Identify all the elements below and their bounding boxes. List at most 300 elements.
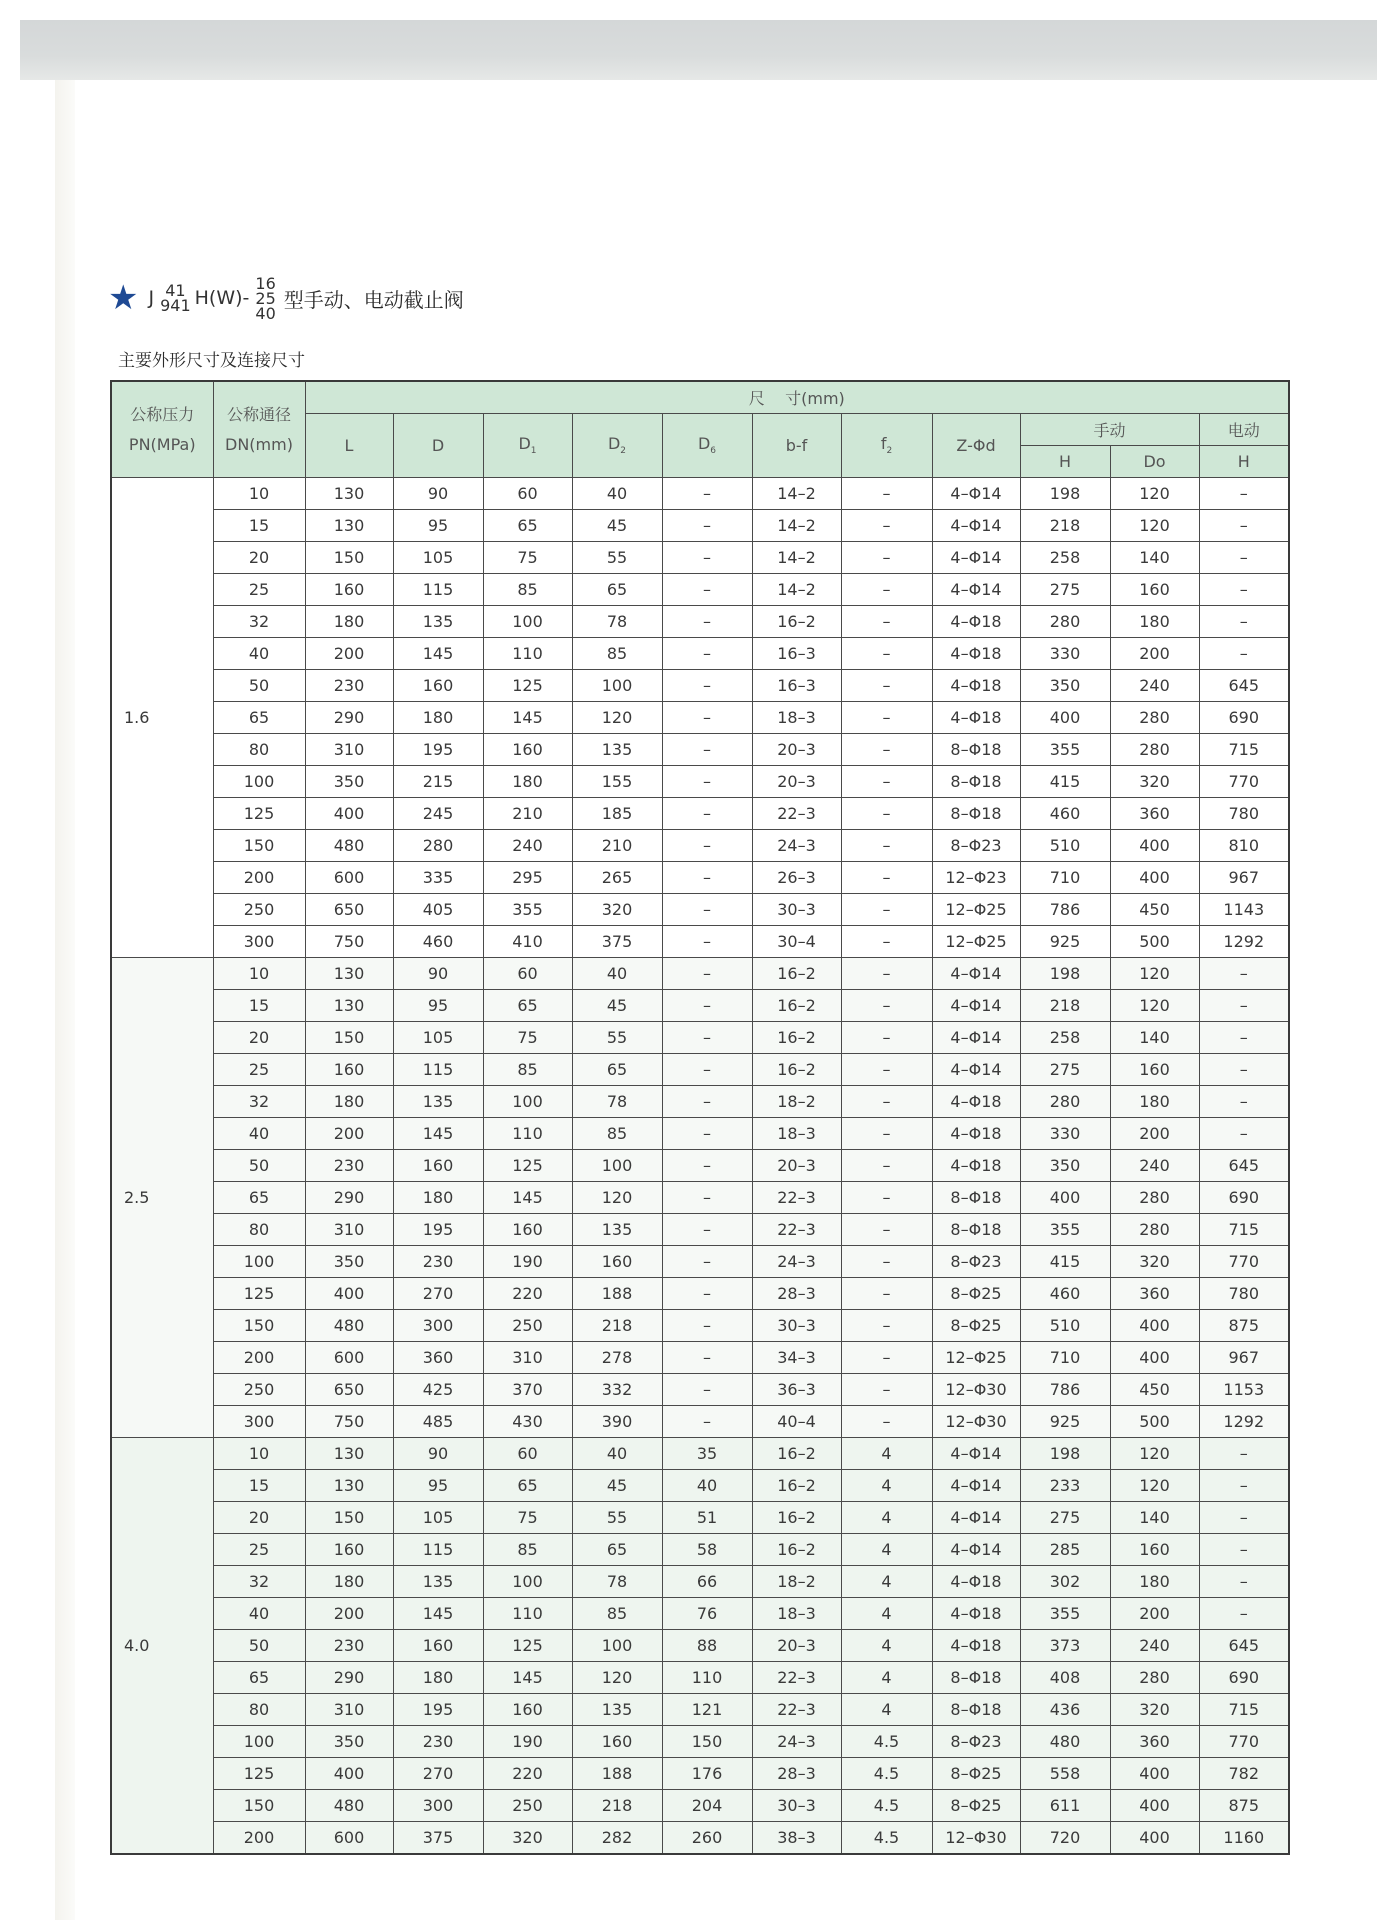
table-cell: 115 — [393, 574, 483, 606]
table-row — [111, 830, 1289, 862]
header-bf: b-f — [752, 414, 841, 478]
table-cell: 810 — [1199, 830, 1289, 862]
table-cell: 230 — [393, 1726, 483, 1758]
table-cell: 300 — [213, 1406, 305, 1438]
table-cell: 300 — [213, 926, 305, 958]
table-cell: 135 — [572, 1694, 662, 1726]
table-cell: 320 — [1110, 766, 1199, 798]
table-cell: 24–3 — [752, 830, 841, 862]
header-D2 — [572, 414, 662, 478]
table-cell: 218 — [1020, 990, 1110, 1022]
header-z-phid: Z-Φd — [932, 414, 1020, 478]
table-cell: – — [662, 1246, 752, 1278]
table-cell: 4–Φ14 — [932, 542, 1020, 574]
table-row — [111, 1118, 1289, 1150]
table-cell: – — [662, 734, 752, 766]
table-cell: – — [1199, 574, 1289, 606]
table-cell: 30–3 — [752, 894, 841, 926]
table-cell: 780 — [1199, 798, 1289, 830]
table-cell: 4–Φ14 — [932, 1534, 1020, 1566]
table-cell: 967 — [1199, 1342, 1289, 1374]
table-cell: – — [1199, 478, 1289, 510]
table-cell: 180 — [1110, 1566, 1199, 1598]
table-row — [111, 1662, 1289, 1694]
table-row — [111, 990, 1289, 1022]
table-cell: 150 — [213, 1790, 305, 1822]
table-cell: 4 — [841, 1598, 932, 1630]
table-cell: 300 — [393, 1790, 483, 1822]
table-cell: 250 — [483, 1790, 572, 1822]
table-cell: 200 — [305, 1598, 393, 1630]
table-cell: 330 — [1020, 1118, 1110, 1150]
table-cell: 100 — [213, 1246, 305, 1278]
table-cell: 40 — [213, 1118, 305, 1150]
table-cell: 160 — [1110, 1054, 1199, 1086]
table-cell: 400 — [1110, 1758, 1199, 1790]
table-cell: 645 — [1199, 670, 1289, 702]
table-cell: 270 — [393, 1758, 483, 1790]
table-cell: 710 — [1020, 862, 1110, 894]
table-cell: 295 — [483, 862, 572, 894]
table-cell: – — [841, 542, 932, 574]
table-cell: – — [662, 510, 752, 542]
pressure-top: 16 — [255, 273, 276, 293]
table-cell: 240 — [483, 830, 572, 862]
table-cell: 22–3 — [752, 1662, 841, 1694]
table-cell: 24–3 — [752, 1246, 841, 1278]
table-cell: – — [841, 1342, 932, 1374]
table-cell: 115 — [393, 1534, 483, 1566]
table-cell: 135 — [572, 734, 662, 766]
table-cell: 875 — [1199, 1310, 1289, 1342]
table-cell: 95 — [393, 1470, 483, 1502]
table-cell: – — [662, 1118, 752, 1150]
table-cell: 50 — [213, 1150, 305, 1182]
table-cell: 782 — [1199, 1758, 1289, 1790]
table-cell: – — [662, 798, 752, 830]
table-cell: 8–Φ18 — [932, 798, 1020, 830]
table-cell: 180 — [305, 1566, 393, 1598]
table-cell: 110 — [662, 1662, 752, 1694]
table-cell: 22–3 — [752, 1694, 841, 1726]
table-cell: 190 — [483, 1726, 572, 1758]
table-row — [111, 1214, 1289, 1246]
header-D1-sub: 1 — [530, 446, 537, 457]
table-cell: 34–3 — [752, 1342, 841, 1374]
header-manual-H: H — [1020, 446, 1110, 478]
table-row — [111, 766, 1289, 798]
table-row — [111, 670, 1289, 702]
table-cell: 14–2 — [752, 478, 841, 510]
table-cell: 110 — [483, 638, 572, 670]
table-cell: 310 — [305, 1694, 393, 1726]
table-cell: 350 — [305, 766, 393, 798]
table-cell: – — [1199, 1022, 1289, 1054]
table-cell: 355 — [483, 894, 572, 926]
table-cell: 145 — [393, 1118, 483, 1150]
table-cell: – — [662, 830, 752, 862]
table-cell: 85 — [483, 1534, 572, 1566]
table-cell: 100 — [572, 670, 662, 702]
table-cell: 611 — [1020, 1790, 1110, 1822]
table-cell: – — [841, 894, 932, 926]
table-cell: 55 — [572, 1502, 662, 1534]
table-cell: – — [662, 1278, 752, 1310]
table-cell: – — [1199, 606, 1289, 638]
table-cell: – — [662, 638, 752, 670]
table-cell: 233 — [1020, 1470, 1110, 1502]
header-pn-line1: 公称压力 — [130, 404, 195, 424]
table-cell: 4 — [841, 1502, 932, 1534]
table-cell: – — [662, 670, 752, 702]
table-cell: 280 — [1110, 1182, 1199, 1214]
table-cell: 18–3 — [752, 1598, 841, 1630]
table-cell: 45 — [572, 1470, 662, 1502]
table-cell: 145 — [483, 1662, 572, 1694]
table-cell: 12–Φ25 — [932, 1342, 1020, 1374]
header-pn — [111, 381, 213, 478]
table-cell: 155 — [572, 766, 662, 798]
table-cell: 65 — [213, 702, 305, 734]
table-cell: 20–3 — [752, 1150, 841, 1182]
table-cell: 120 — [572, 1182, 662, 1214]
table-cell: 176 — [662, 1758, 752, 1790]
table-cell: 120 — [1110, 1470, 1199, 1502]
table-row — [111, 702, 1289, 734]
header-dn-line2: DN(mm) — [225, 434, 293, 454]
table-cell: 65 — [483, 510, 572, 542]
table-cell: – — [841, 478, 932, 510]
table-cell: 15 — [213, 990, 305, 1022]
table-cell: 4–Φ14 — [932, 958, 1020, 990]
table-cell: – — [1199, 638, 1289, 670]
table-cell: 300 — [393, 1310, 483, 1342]
table-cell: 310 — [305, 1214, 393, 1246]
header-electric-H: H — [1199, 446, 1289, 478]
table-row — [111, 510, 1289, 542]
table-cell: 360 — [1110, 1278, 1199, 1310]
table-cell: 4.5 — [841, 1790, 932, 1822]
table-row — [111, 862, 1289, 894]
table-cell: 45 — [572, 990, 662, 1022]
table-cell: 100 — [213, 766, 305, 798]
table-cell: 130 — [305, 958, 393, 990]
table-cell: 240 — [1110, 1630, 1199, 1662]
model-number-stack — [160, 283, 191, 313]
table-cell: 8–Φ18 — [932, 1182, 1020, 1214]
table-cell: – — [1199, 510, 1289, 542]
table-cell: 12–Φ25 — [932, 894, 1020, 926]
table-cell: – — [662, 1054, 752, 1086]
table-cell: 16–2 — [752, 958, 841, 990]
table-cell: 20 — [213, 1502, 305, 1534]
table-cell: – — [662, 958, 752, 990]
table-row — [111, 1182, 1289, 1214]
table-cell: 4 — [841, 1566, 932, 1598]
table-cell: 105 — [393, 1502, 483, 1534]
table-cell: 65 — [213, 1662, 305, 1694]
table-cell: – — [841, 766, 932, 798]
header-D2-label: D — [607, 434, 621, 454]
table-cell: 400 — [1020, 1182, 1110, 1214]
table-cell: 645 — [1199, 1630, 1289, 1662]
table-cell: 400 — [1110, 1342, 1199, 1374]
table-cell: 95 — [393, 990, 483, 1022]
table-cell: 60 — [483, 1438, 572, 1470]
table-cell: 4–Φ14 — [932, 478, 1020, 510]
table-cell: 350 — [1020, 670, 1110, 702]
table-cell: 150 — [662, 1726, 752, 1758]
table-cell: 4 — [841, 1438, 932, 1470]
table-cell: 65 — [572, 1534, 662, 1566]
table-cell: 4–Φ18 — [932, 1630, 1020, 1662]
table-row — [111, 1822, 1289, 1855]
title-material: H(W)- — [194, 287, 250, 309]
table-cell: 370 — [483, 1374, 572, 1406]
table-cell: – — [1199, 990, 1289, 1022]
title-prefix: J — [148, 287, 155, 309]
table-row — [111, 638, 1289, 670]
table-cell: – — [1199, 1470, 1289, 1502]
table-cell: 80 — [213, 734, 305, 766]
table-cell: – — [1199, 542, 1289, 574]
table-cell: 88 — [662, 1630, 752, 1662]
table-row — [111, 1470, 1289, 1502]
table-cell: 415 — [1020, 766, 1110, 798]
table-cell: – — [662, 926, 752, 958]
table-cell: – — [662, 1310, 752, 1342]
table-cell: 750 — [305, 1406, 393, 1438]
table-cell: 80 — [213, 1694, 305, 1726]
header-D: D — [393, 414, 483, 478]
table-cell: 400 — [1110, 1822, 1199, 1855]
table-cell: 100 — [483, 1566, 572, 1598]
table-row — [111, 606, 1289, 638]
table-cell: 16–2 — [752, 606, 841, 638]
table-cell: – — [841, 990, 932, 1022]
table-cell: 75 — [483, 1502, 572, 1534]
table-cell: 160 — [483, 734, 572, 766]
table-cell: – — [662, 862, 752, 894]
table-cell: 150 — [305, 542, 393, 574]
table-cell: 390 — [572, 1406, 662, 1438]
table-cell: 78 — [572, 1086, 662, 1118]
header-electric: 电动 — [1199, 414, 1289, 446]
table-cell: 100 — [213, 1726, 305, 1758]
table-cell: 4–Φ14 — [932, 574, 1020, 606]
table-cell: – — [662, 1086, 752, 1118]
table-cell: 480 — [1020, 1726, 1110, 1758]
table-cell: 320 — [1110, 1694, 1199, 1726]
section-subtitle: 主要外形尺寸及连接尺寸 — [118, 351, 305, 371]
table-cell: 400 — [1110, 830, 1199, 862]
table-cell: 16–2 — [752, 990, 841, 1022]
table-cell: 720 — [1020, 1822, 1110, 1855]
table-row — [111, 958, 1289, 990]
dimensions-table — [110, 380, 1290, 1855]
table-cell: – — [662, 1182, 752, 1214]
table-row — [111, 1246, 1289, 1278]
table-cell: 78 — [572, 606, 662, 638]
table-cell: 4–Φ18 — [932, 638, 1020, 670]
table-cell: 4–Φ18 — [932, 1118, 1020, 1150]
table-cell: 85 — [483, 574, 572, 606]
table-cell: 690 — [1199, 1662, 1289, 1694]
table-cell: 25 — [213, 1534, 305, 1566]
table-cell: 210 — [572, 830, 662, 862]
table-body — [111, 478, 1289, 1855]
table-cell: 786 — [1020, 894, 1110, 926]
table-cell: 275 — [1020, 1054, 1110, 1086]
table-cell: 140 — [1110, 1022, 1199, 1054]
table-cell: 150 — [305, 1022, 393, 1054]
table-row — [111, 894, 1289, 926]
table-cell: – — [662, 1342, 752, 1374]
page-left-edge — [55, 80, 75, 1920]
header-f2-sub: 2 — [886, 446, 893, 457]
table-row — [111, 542, 1289, 574]
table-cell: 20–3 — [752, 766, 841, 798]
page-title — [108, 268, 464, 328]
table-cell: 26–3 — [752, 862, 841, 894]
table-cell: 8–Φ25 — [932, 1278, 1020, 1310]
table-row — [111, 1790, 1289, 1822]
table-cell: 480 — [305, 1310, 393, 1342]
table-row — [111, 1278, 1289, 1310]
table-cell: 335 — [393, 862, 483, 894]
table-cell: 310 — [305, 734, 393, 766]
table-cell: – — [1199, 1598, 1289, 1630]
table-cell: 160 — [572, 1246, 662, 1278]
table-cell: 195 — [393, 1214, 483, 1246]
table-cell: 32 — [213, 1566, 305, 1598]
table-cell: 85 — [483, 1054, 572, 1086]
table-cell: 90 — [393, 1438, 483, 1470]
table-row — [111, 1758, 1289, 1790]
table-row — [111, 1022, 1289, 1054]
table-cell: 355 — [1020, 1214, 1110, 1246]
table-cell: 22–3 — [752, 1182, 841, 1214]
table-row — [111, 1566, 1289, 1598]
header-f2 — [841, 414, 932, 478]
table-cell: 375 — [572, 926, 662, 958]
table-cell: 4–Φ18 — [932, 702, 1020, 734]
table-cell: 280 — [1110, 702, 1199, 734]
table-row — [111, 1310, 1289, 1342]
table-row — [111, 1342, 1289, 1374]
table-cell: 14–2 — [752, 510, 841, 542]
table-cell: 8–Φ18 — [932, 734, 1020, 766]
table-cell: 12–Φ30 — [932, 1374, 1020, 1406]
table-cell: 320 — [1110, 1246, 1199, 1278]
table-cell: 120 — [1110, 958, 1199, 990]
table-cell: 360 — [1110, 798, 1199, 830]
table-cell: 4 — [841, 1534, 932, 1566]
table-cell: 500 — [1110, 1406, 1199, 1438]
table-cell: 16–3 — [752, 638, 841, 670]
table-cell: 290 — [305, 702, 393, 734]
table-cell: 240 — [1110, 1150, 1199, 1182]
table-cell: 8–Φ25 — [932, 1790, 1020, 1822]
table-cell: 135 — [393, 1086, 483, 1118]
table-cell: 710 — [1020, 1342, 1110, 1374]
table-cell: 12–Φ30 — [932, 1406, 1020, 1438]
table-cell: 8–Φ18 — [932, 766, 1020, 798]
table-cell: – — [841, 1246, 932, 1278]
table-cell: 198 — [1020, 1438, 1110, 1470]
table-cell: 110 — [483, 1598, 572, 1630]
table-cell: 1292 — [1199, 1406, 1289, 1438]
table-cell: 278 — [572, 1342, 662, 1374]
table-cell: – — [662, 478, 752, 510]
table-cell: 230 — [305, 670, 393, 702]
table-cell: 40 — [662, 1470, 752, 1502]
table-cell: 10 — [213, 1438, 305, 1470]
table-cell: – — [841, 606, 932, 638]
table-cell: 160 — [305, 1054, 393, 1086]
table-cell: 600 — [305, 1822, 393, 1855]
table-cell: 4–Φ14 — [932, 510, 1020, 542]
table-cell: 4 — [841, 1694, 932, 1726]
table-cell: 373 — [1020, 1630, 1110, 1662]
table-cell: 290 — [305, 1662, 393, 1694]
table-cell: 600 — [305, 862, 393, 894]
header-D6 — [662, 414, 752, 478]
table-cell: 715 — [1199, 1694, 1289, 1726]
table-cell: 150 — [213, 1310, 305, 1342]
table-cell: 120 — [572, 1662, 662, 1694]
table-cell: 16–2 — [752, 1438, 841, 1470]
table-cell: 250 — [213, 894, 305, 926]
table-cell: 415 — [1020, 1246, 1110, 1278]
table-cell: 185 — [572, 798, 662, 830]
table-cell: – — [841, 1022, 932, 1054]
table-cell: 40 — [572, 478, 662, 510]
table-cell: 925 — [1020, 926, 1110, 958]
table-cell: – — [662, 1022, 752, 1054]
table-cell: – — [1199, 1438, 1289, 1470]
table-cell: 16–2 — [752, 1022, 841, 1054]
table-cell: 55 — [572, 1022, 662, 1054]
table-cell: 125 — [483, 1150, 572, 1182]
table-cell: 8–Φ18 — [932, 1694, 1020, 1726]
table-cell: 350 — [305, 1726, 393, 1758]
table-cell: 875 — [1199, 1790, 1289, 1822]
table-cell: 135 — [572, 1214, 662, 1246]
table-cell: 65 — [483, 1470, 572, 1502]
header-pn-line2: PN(MPa) — [128, 434, 196, 454]
table-cell: 645 — [1199, 1150, 1289, 1182]
table-cell: – — [662, 702, 752, 734]
table-cell: 967 — [1199, 862, 1289, 894]
table-row — [111, 574, 1289, 606]
table-cell: 60 — [483, 478, 572, 510]
table-row — [111, 798, 1289, 830]
table-cell: 100 — [483, 1086, 572, 1118]
table-cell: 90 — [393, 958, 483, 990]
table-cell: 160 — [1110, 1534, 1199, 1566]
table-cell: 240 — [1110, 670, 1199, 702]
table-cell: – — [1199, 1118, 1289, 1150]
table-cell: 4–Φ14 — [932, 1502, 1020, 1534]
table-cell: 200 — [305, 638, 393, 670]
table-cell: 15 — [213, 510, 305, 542]
table-cell: 16–2 — [752, 1470, 841, 1502]
table-cell: 160 — [483, 1694, 572, 1726]
table-cell: 160 — [572, 1726, 662, 1758]
table-cell: 10 — [213, 958, 305, 990]
table-cell: 425 — [393, 1374, 483, 1406]
